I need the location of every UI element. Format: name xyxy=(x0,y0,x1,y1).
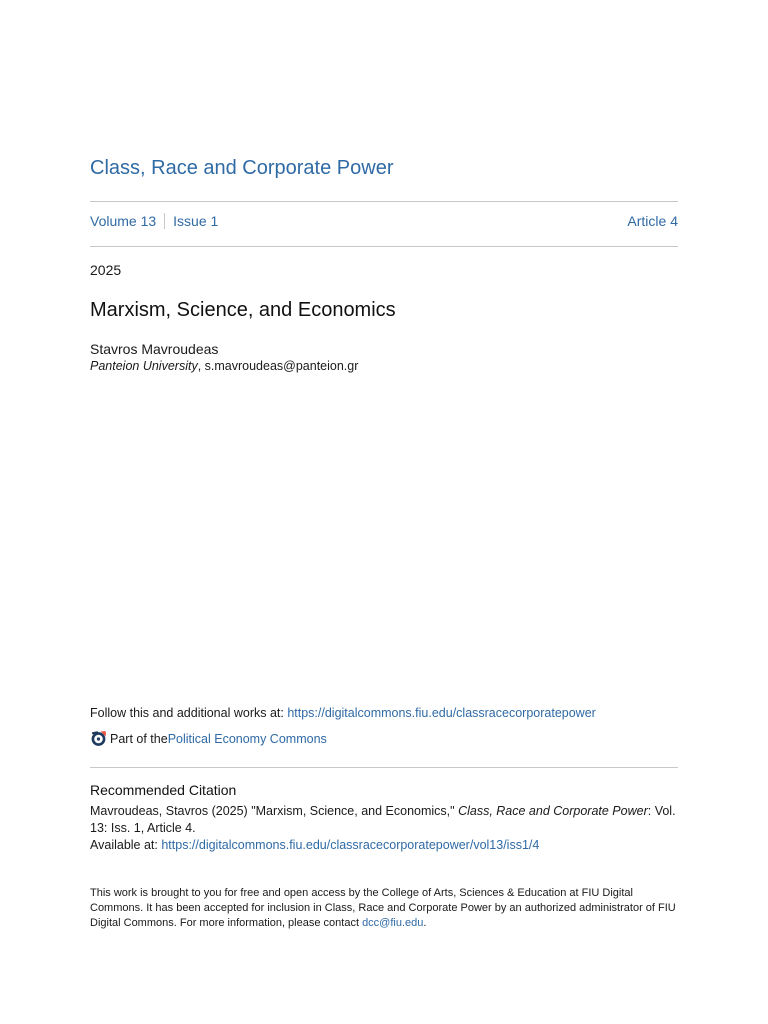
collection-url-link[interactable]: https://digitalcommons.fiu.edu/classracecorporatepower xyxy=(287,706,596,720)
contact-email-link[interactable]: dcc@fiu.edu xyxy=(362,917,424,929)
citation-volume: : Vol. 13: Iss. 1, Article 4. xyxy=(90,804,676,835)
available-at-label: Available at: xyxy=(90,838,162,852)
author-email: , s.mavroudeas@panteion.gr xyxy=(197,359,359,373)
issue-link[interactable]: Issue 1 xyxy=(173,213,219,229)
part-of-label: Part of the xyxy=(110,731,168,746)
article-title: Marxism, Science, and Economics xyxy=(90,299,396,321)
follow-label: Follow this and additional works at: xyxy=(90,706,288,720)
divider-top xyxy=(90,201,678,202)
recommended-citation-heading: Recommended Citation xyxy=(90,782,237,798)
follow-works-line xyxy=(90,706,596,720)
volume-issue-separator xyxy=(164,213,165,229)
publication-year: 2025 xyxy=(90,262,122,278)
divider-bottom xyxy=(90,246,678,247)
political-economy-commons-link[interactable]: Political Economy Commons xyxy=(167,731,327,746)
open-access-notice xyxy=(90,886,678,931)
journal-title-link[interactable]: Class, Race and Corporate Power xyxy=(90,157,394,179)
volume-link[interactable]: Volume 13 xyxy=(90,213,157,229)
volume-issue-row xyxy=(90,213,678,229)
divider-citation xyxy=(90,767,678,768)
article-url-link[interactable]: https://digitalcommons.fiu.edu/classracecorporatepower/vol13/iss1/4 xyxy=(161,838,540,852)
citation-text xyxy=(90,803,678,854)
author-name: Stavros Mavroudeas xyxy=(90,341,219,357)
notice-end: . xyxy=(423,917,427,929)
article-number-link[interactable]: Article 4 xyxy=(627,213,678,229)
network-commons-icon xyxy=(90,730,107,747)
affiliation-institution: Panteion University xyxy=(90,359,198,373)
citation-journal: Class, Race and Corporate Power xyxy=(458,804,648,818)
citation-body: Mavroudeas, Stavros (2025) "Marxism, Science, and Economics," xyxy=(90,804,459,818)
author-affiliation xyxy=(90,359,358,373)
notice-text: This work is brought to you for free and open access by the College of Arts, Sciences & Education at FIU Digital Commons. It has been accepted for inclusion in Class, Race and Corporate Power by an authorized administrator of FIU Digital Commons. For more information, please contact xyxy=(90,887,676,929)
part-of-line xyxy=(90,730,327,747)
